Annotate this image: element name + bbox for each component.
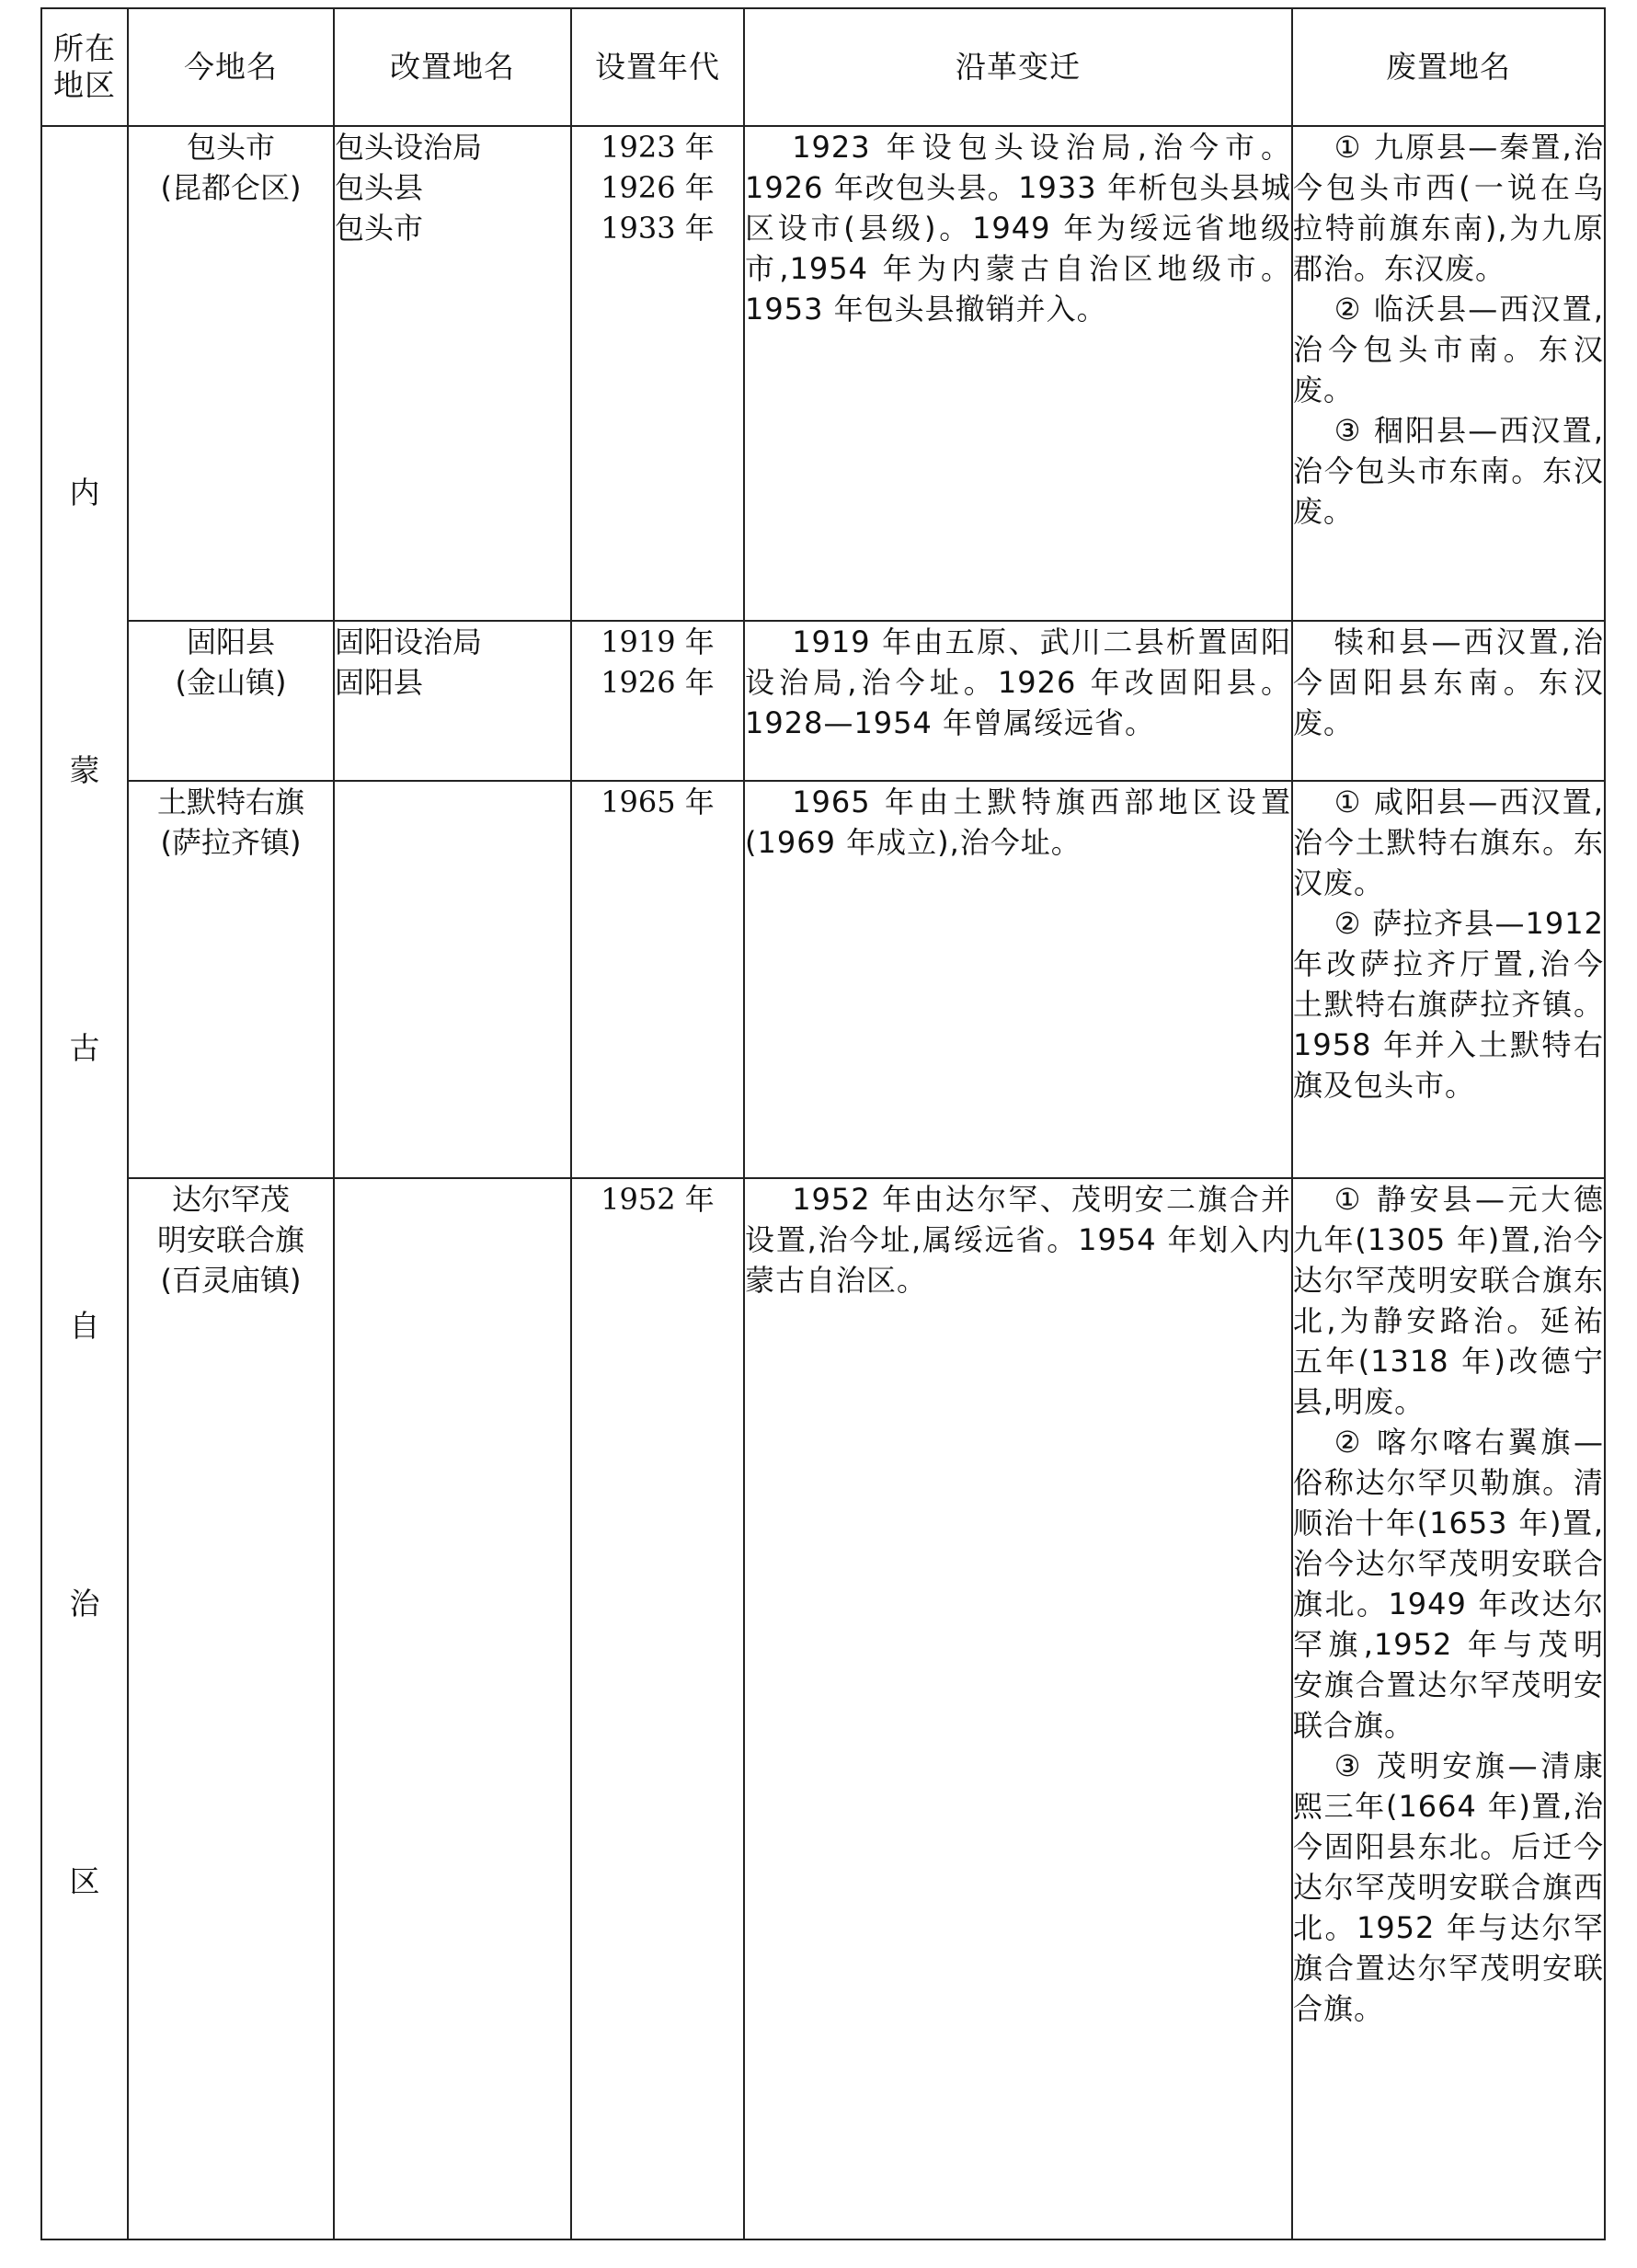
- former-names-cell: [334, 781, 571, 1178]
- abolished-cell: [1292, 781, 1605, 1178]
- header-abolished: 废置地名: [1292, 8, 1605, 126]
- region-char: 内: [69, 475, 100, 510]
- year: 1926 年: [601, 170, 715, 205]
- year: 1952 年: [601, 1182, 715, 1217]
- abolished-cell: [1292, 621, 1605, 781]
- region-char: 蒙: [69, 752, 100, 788]
- region-char: 古: [69, 1030, 100, 1066]
- current-name-cell: [128, 1178, 334, 2239]
- former-name: 固阳设治局: [335, 624, 483, 659]
- header-history: 沿革变迁: [744, 8, 1292, 126]
- current-name-cell: [128, 126, 334, 621]
- years-cell: [571, 621, 744, 781]
- year: 1926 年: [601, 665, 715, 700]
- abolished-cell: [1292, 126, 1605, 621]
- history-cell: 1965 年由土默特旗西部地区设置(1969 年成立),治今址。: [744, 781, 1292, 1178]
- abolished-entry: ① 咸阳县—西汉置,治今土默特右旗东。东汉废。: [1293, 785, 1604, 900]
- years-cell: [571, 1178, 744, 2239]
- former-names-cell: [334, 621, 571, 781]
- current-name: 固阳县: [186, 624, 275, 659]
- table-row: [41, 781, 1605, 1178]
- current-seat: (金山镇): [175, 665, 287, 700]
- abolished-entry: ② 萨拉齐县—1912 年改萨拉齐厅置,治今土默特右旗萨拉齐镇。1958 年并入土默特右旗及包头市。: [1293, 906, 1604, 1103]
- current-name-cell: [128, 621, 334, 781]
- history-cell: 1952 年由达尔罕、茂明安二旗合并设置,治今址,属绥远省。1954 年划入内蒙古自治区。: [744, 1178, 1292, 2239]
- abolished-entry: ③ 茂明安旗—清康熙三年(1664 年)置,治今固阳县东北。后迁今达尔罕茂明安联合旗西北。1952 年与达尔罕旗合置达尔罕茂明安联合旗。: [1293, 1748, 1604, 2026]
- year: 1965 年: [601, 785, 715, 819]
- current-seat: (萨拉齐镇): [160, 825, 302, 860]
- table-row: [41, 621, 1605, 781]
- years-cell: [571, 126, 744, 621]
- current-seat: (昆都仑区): [160, 170, 302, 205]
- table-row: [41, 1178, 1605, 2239]
- table-row: [41, 126, 1605, 621]
- region-cell: [41, 126, 128, 2239]
- former-names-cell: [334, 126, 571, 621]
- region-char: 区: [69, 1863, 100, 1899]
- former-name: 包头县: [335, 170, 424, 205]
- abolished-entry: ② 喀尔喀右翼旗—俗称达尔罕贝勒旗。清顺治十年(1653 年)置,治今达尔罕茂明安联合旗北。1949 年改达尔罕旗,1952 年与茂明安旗合置达尔罕茂明安联合旗。: [1293, 1425, 1604, 1743]
- abolished-entry: ① 静安县—元大德九年(1305 年)置,治今达尔罕茂明安联合旗东北,为静安路治。延祐五年(1318 年)改德宁县,明废。: [1293, 1182, 1604, 1419]
- header-current-name: 今地名: [128, 8, 334, 126]
- abolished-entry: ② 临沃县—西汉置,治今包头市南。东汉废。: [1293, 292, 1604, 407]
- year: 1923 年: [601, 130, 715, 165]
- region-name-vertical: [42, 465, 127, 1900]
- abolished-entry: ① 九原县—秦置,治今包头市西(一说在乌拉特前旗东南),为九原郡治。东汉废。: [1293, 130, 1604, 286]
- current-name-cell: [128, 781, 334, 1178]
- year: 1919 年: [601, 624, 715, 659]
- region-char: 治: [69, 1586, 100, 1621]
- former-names-cell: [334, 1178, 571, 2239]
- header-former-names: 改置地名: [334, 8, 571, 126]
- current-name: 达尔罕茂: [171, 1182, 290, 1217]
- abolished-cell: [1292, 1178, 1605, 2239]
- history-cell: 1919 年由五原、武川二县析置固阳设治局,治今址。1926 年改固阳县。1928—1954 年曾属绥远省。: [744, 621, 1292, 781]
- years-cell: [571, 781, 744, 1178]
- header-years: 设置年代: [571, 8, 744, 126]
- former-name: 包头市: [335, 211, 424, 246]
- current-name: 包头市: [186, 130, 275, 165]
- current-seat: (百灵庙镇): [160, 1263, 302, 1298]
- current-name: 明安联合旗: [156, 1222, 304, 1257]
- region-char: 自: [69, 1308, 100, 1344]
- history-cell: 1923 年设包头设治局,治今市。1926 年改包头县。1933 年析包头县城区设市(县级)。1949 年为绥远省地级市,1954 年为内蒙古自治区地级市。1953 年包头县撤销并入。: [744, 126, 1292, 621]
- abolished-entry: 犊和县—西汉置,治今固阳县东南。东汉废。: [1293, 624, 1604, 740]
- current-name: 土默特右旗: [156, 785, 304, 819]
- former-name: 包头设治局: [335, 130, 483, 165]
- header-region: 所在地区: [41, 8, 128, 126]
- abolished-entry: ③ 稒阳县—西汉置,治今包头市东南。东汉废。: [1293, 413, 1604, 529]
- former-name: 固阳县: [335, 665, 424, 700]
- gazetteer-table: [40, 7, 1606, 2240]
- header-row: [41, 8, 1605, 126]
- year: 1933 年: [601, 211, 715, 246]
